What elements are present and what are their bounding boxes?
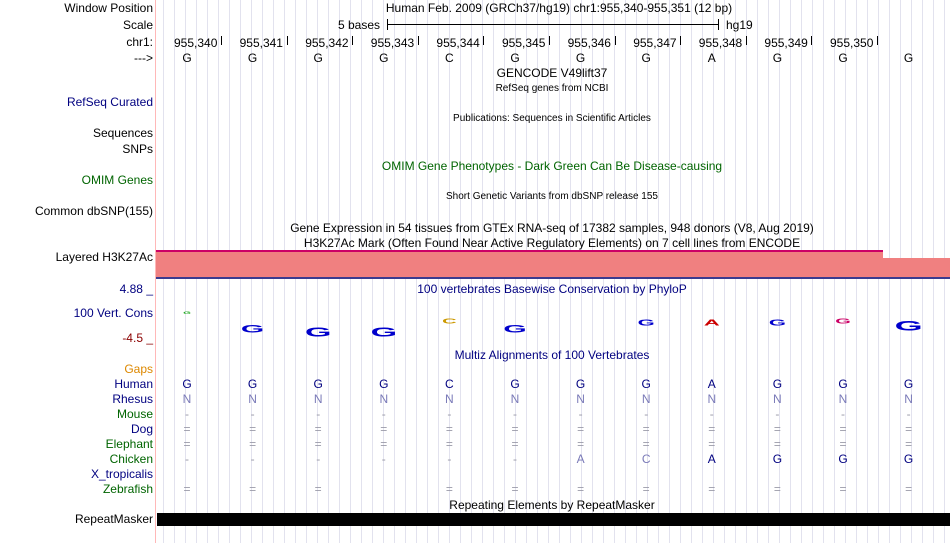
alignment-base: =: [380, 422, 388, 436]
alignment-base: -: [841, 407, 845, 421]
alignment-base: N: [182, 392, 192, 406]
alignment-base: =: [708, 422, 716, 436]
alignment-base: =: [773, 437, 781, 451]
alignment-base: N: [313, 392, 323, 406]
species-label[interactable]: Dog: [130, 422, 153, 436]
publications-track-title[interactable]: Publications: Sequences in Scientific Articles: [453, 113, 651, 124]
conservation-glyph: G: [304, 325, 332, 340]
omim-track-label[interactable]: OMIM Genes: [81, 173, 153, 187]
alignment-base: =: [445, 437, 453, 451]
scale-tick-left: [387, 19, 388, 30]
ruler-position-label: 955,342: [305, 36, 349, 50]
alignment-base: =: [249, 422, 257, 436]
species-label[interactable]: Chicken: [109, 452, 153, 466]
alignment-base: -: [644, 407, 649, 421]
cons-min-label: -4.5 _: [122, 331, 153, 345]
alignment-base: -: [513, 407, 517, 421]
alignment-base: -: [709, 407, 714, 421]
alignment-base: N: [576, 392, 585, 406]
conservation-glyph: G: [183, 310, 191, 315]
alignment-base: -: [447, 407, 452, 421]
alignment-base: -: [447, 452, 452, 466]
assembly-title: Human Feb. 2009 (GRCh37/hg19) chr1:955,340-955,351 (12 bp): [385, 1, 733, 15]
alignment-base: -: [381, 407, 386, 421]
species-label[interactable]: Zebrafish: [102, 482, 153, 496]
alignment-base: =: [577, 482, 585, 496]
alignment-base: =: [445, 482, 453, 496]
reference-base: G: [182, 51, 192, 65]
conservation-glyph: G: [240, 322, 265, 336]
alignment-base: A: [707, 452, 716, 466]
alignment-base: =: [249, 437, 257, 451]
repeatmasker-block[interactable]: [157, 513, 950, 526]
ruler-tick: [352, 36, 353, 45]
alignment-base: =: [314, 422, 322, 436]
alignment-base: N: [707, 392, 717, 406]
alignment-base: =: [708, 482, 716, 496]
alignment-base: G: [313, 377, 323, 391]
h3k27ac-track-label[interactable]: Layered H3K27Ac: [55, 250, 153, 264]
alignment-base: -: [316, 407, 321, 421]
alignment-base: -: [250, 452, 255, 466]
reference-base: G: [772, 51, 783, 65]
ruler-position-label: 955,345: [502, 36, 546, 50]
reference-base: C: [445, 51, 454, 65]
reference-base: G: [247, 51, 258, 65]
alignment-base: =: [642, 482, 650, 496]
species-label[interactable]: X_tropicalis: [90, 467, 153, 481]
ruler-position-label: 955,347: [633, 36, 677, 50]
reference-base: G: [313, 51, 323, 65]
alignment-base: =: [708, 437, 716, 451]
alignment-base: =: [905, 437, 913, 451]
alignment-base: =: [511, 437, 519, 451]
ruler-position-label: 955,344: [436, 36, 480, 50]
dbsnp-track-label[interactable]: Common dbSNP(155): [34, 204, 153, 218]
scale-label: Scale: [122, 18, 153, 32]
scale-tick-right: [718, 19, 719, 30]
conservation-glyph: G: [894, 318, 923, 334]
alignment-base: G: [838, 452, 848, 466]
sequences-track-label[interactable]: Sequences: [92, 126, 153, 140]
alignment-base: =: [773, 482, 781, 496]
alignment-base: =: [839, 482, 847, 496]
alignment-base: =: [642, 422, 650, 436]
alignment-base: G: [641, 377, 651, 391]
alignment-base: =: [839, 422, 847, 436]
species-label[interactable]: Mouse: [116, 407, 153, 421]
alignment-base: =: [183, 482, 191, 496]
ruler-position-label: 955,343: [370, 36, 415, 50]
ruler-position-label: 955,349: [764, 36, 808, 50]
alignment-base: =: [183, 437, 191, 451]
alignment-base: -: [906, 407, 911, 421]
alignment-base: -: [775, 407, 780, 421]
ruler-position-label: 955,348: [698, 36, 743, 50]
alignment-base: =: [445, 422, 453, 436]
alignment-base: G: [575, 377, 586, 391]
ruler-tick: [483, 36, 484, 45]
alignment-base: G: [772, 452, 783, 466]
conservation-glyph: G: [835, 317, 851, 326]
ruler-tick: [418, 36, 419, 45]
refseq-track-title[interactable]: RefSeq genes from NCBI: [495, 83, 609, 94]
alignment-base: -: [316, 452, 321, 466]
h3k27ac-track-title[interactable]: H3K27Ac Mark (Often Found Near Active Regulatory Elements) on 7 cell lines from ENCODE: [303, 236, 801, 250]
reference-base: G: [575, 51, 586, 65]
gtex-track-title[interactable]: Gene Expression in 54 tissues from GTEx RNA-seq of 17382 samples, 948 donors (V8, Aug 2019): [290, 221, 814, 235]
alignment-base: G: [510, 377, 520, 391]
conservation-glyph: G: [503, 322, 527, 336]
alignment-base: N: [248, 392, 257, 406]
alignment-base: A: [576, 452, 585, 466]
alignment-base: N: [773, 392, 782, 406]
window-position-label: Window Position: [64, 1, 153, 15]
alignment-base: =: [511, 482, 519, 496]
alignment-base: N: [510, 392, 520, 406]
repeatmasker-track-title[interactable]: Repeating Elements by RepeatMasker: [449, 498, 655, 512]
species-label[interactable]: Rhesus: [112, 392, 153, 406]
h3k27ac-fill-main: [156, 252, 883, 277]
alignment-base: G: [903, 452, 914, 466]
species-label[interactable]: Human: [114, 377, 153, 391]
ruler-tick: [680, 36, 681, 45]
scale-db: hg19: [726, 18, 753, 32]
ruler-tick: [221, 36, 222, 45]
scale-text: 5 bases: [338, 18, 381, 32]
alignment-base: C: [445, 377, 454, 391]
ruler-position-label: 955,350: [830, 36, 874, 50]
alignment-base: C: [641, 452, 651, 466]
scale-line: [387, 24, 718, 25]
alignment-base: N: [445, 392, 454, 406]
alignment-base: A: [707, 377, 716, 391]
alignment-base: =: [249, 482, 257, 496]
h3k27ac-bottom-border: [156, 277, 950, 279]
alignment-base: N: [904, 392, 913, 406]
ruler-tick: [877, 36, 878, 45]
alignment-base: -: [185, 452, 189, 466]
phylop-track-title[interactable]: 100 vertebrates Basewise Conservation by PhyloP: [417, 282, 687, 296]
multiz-track-title[interactable]: Multiz Alignments of 100 Vertebrates: [454, 348, 650, 362]
alignment-base: =: [773, 422, 781, 436]
alignment-base: G: [247, 377, 258, 391]
ruler-tick: [615, 36, 616, 45]
gaps-label: Gaps: [124, 362, 153, 376]
alignment-base: =: [314, 437, 322, 451]
cons-track-label[interactable]: 100 Vert. Cons: [73, 306, 153, 320]
conservation-glyph: C: [442, 317, 457, 326]
alignment-base: G: [182, 377, 192, 391]
alignment-base: =: [314, 482, 322, 496]
alignment-base: -: [513, 452, 517, 466]
reference-base: A: [707, 51, 716, 65]
alignment-base: =: [183, 422, 191, 436]
species-label[interactable]: Elephant: [105, 437, 153, 451]
ruler-tick: [287, 36, 288, 45]
ruler-tick: [549, 36, 550, 45]
ruler-position-label: 955,341: [239, 36, 283, 50]
ruler-tick: [811, 36, 812, 45]
alignment-base: =: [642, 437, 650, 451]
alignment-base: =: [905, 482, 913, 496]
alignment-base: =: [577, 437, 585, 451]
alignment-base: G: [903, 377, 914, 391]
reference-base: G: [379, 51, 389, 65]
cons-max-label: 4.88 _: [119, 282, 153, 296]
refseq-track-label[interactable]: RefSeq Curated: [66, 95, 153, 109]
alignment-base: G: [838, 377, 848, 391]
ruler-tick: [746, 36, 747, 45]
alignment-base: N: [379, 392, 389, 406]
ruler-position-label: 955,340: [174, 36, 218, 50]
chr-label: chr1:: [126, 35, 153, 49]
snps-track-label[interactable]: SNPs: [122, 142, 153, 156]
alignment-base: =: [511, 422, 519, 436]
ruler-position-label: 955,346: [567, 36, 611, 50]
reference-base: G: [641, 51, 651, 65]
alignment-base: =: [380, 437, 388, 451]
dbsnp-track-title[interactable]: Short Genetic Variants from dbSNP release 155: [446, 191, 658, 202]
gencode-track-title[interactable]: GENCODE V49lift37: [496, 66, 608, 80]
reference-base: G: [510, 51, 520, 65]
repeatmasker-track-label[interactable]: RepeatMasker: [74, 512, 153, 526]
conservation-glyph: G: [370, 325, 398, 340]
reference-base: G: [903, 51, 914, 65]
alignment-base: -: [185, 407, 189, 421]
alignment-base: =: [905, 422, 913, 436]
alignment-base: -: [250, 407, 255, 421]
alignment-base: =: [577, 422, 585, 436]
conservation-glyph: G: [637, 317, 655, 328]
alignment-base: -: [578, 407, 583, 421]
h3k27ac-fill-tail: [883, 258, 950, 277]
alignment-base: G: [772, 377, 783, 391]
conservation-glyph: A: [703, 317, 720, 328]
strand-label[interactable]: --->: [134, 51, 153, 65]
omim-track-title[interactable]: OMIM Gene Phenotypes - Dark Green Can Be Disease-causing: [381, 159, 723, 173]
alignment-base: -: [381, 452, 386, 466]
alignment-base: =: [839, 437, 847, 451]
alignment-base: N: [641, 392, 651, 406]
alignment-base: N: [838, 392, 848, 406]
alignment-base: G: [379, 377, 389, 391]
reference-base: G: [838, 51, 848, 65]
conservation-glyph: G: [768, 317, 786, 328]
